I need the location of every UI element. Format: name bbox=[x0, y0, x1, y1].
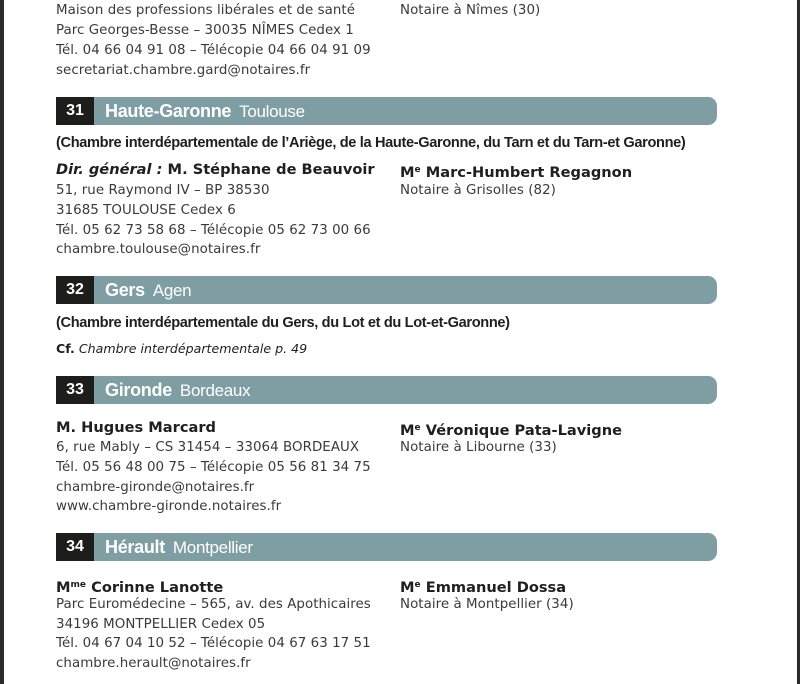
department-name: Gers bbox=[105, 280, 145, 300]
address-line: Parc Euromédecine – 565, av. des Apothicaires bbox=[56, 597, 371, 612]
cf-prefix: Cf. bbox=[56, 341, 75, 356]
department-title bbox=[105, 276, 191, 304]
department-city: Montpellier bbox=[172, 538, 253, 557]
honorific-sup: me bbox=[70, 580, 87, 590]
department-city: Bordeaux bbox=[179, 381, 251, 400]
department-number: 31 bbox=[56, 97, 94, 125]
honorific-sup: e bbox=[414, 580, 421, 590]
address-line: 6, rue Mably – CS 31454 – 33064 BORDEAUX bbox=[56, 440, 360, 455]
email-link[interactable]: chambre.toulouse@notaires.fr bbox=[56, 242, 261, 257]
notaire-name bbox=[400, 160, 632, 183]
chambre-note: (Chambre interdépartementale du Gers, du Lot et du Lot-et-Garonne) bbox=[56, 315, 510, 331]
phone-line: Tél. 05 56 48 00 75 – Télécopie 05 56 81 34 75 bbox=[56, 460, 371, 475]
department-title bbox=[105, 533, 253, 561]
director-person: M. Stéphane de Beauvoir bbox=[167, 161, 375, 178]
gard-address-line: Maison des professions libérales et de santé bbox=[56, 3, 355, 18]
section-header-gers bbox=[56, 276, 717, 304]
page-border-left bbox=[0, 0, 4, 684]
notaire-location: Notaire à Montpellier (34) bbox=[400, 597, 574, 612]
email-link[interactable]: chambre-gironde@notaires.fr bbox=[56, 480, 255, 495]
gard-address-line: Parc Georges-Besse – 30035 NÎMES Cedex 1 bbox=[56, 23, 354, 38]
director-title: Dir. général : bbox=[56, 161, 163, 178]
department-number: 34 bbox=[56, 533, 94, 561]
notaire-person: Véronique Pata-Lavigne bbox=[425, 422, 622, 439]
department-name: Haute-Garonne bbox=[105, 101, 232, 121]
email-link[interactable]: chambre.herault@notaires.fr bbox=[56, 656, 251, 671]
department-city: Toulouse bbox=[239, 102, 305, 121]
website-link[interactable]: www.chambre-gironde.notaires.fr bbox=[56, 499, 282, 514]
gard-phone-line: Tél. 04 66 04 91 08 – Télécopie 04 66 04 91 09 bbox=[56, 43, 371, 58]
honorific: M bbox=[56, 579, 71, 596]
president-name: M. Hugues Marcard bbox=[56, 419, 216, 436]
address-line: 34196 MONTPELLIER Cedex 05 bbox=[56, 617, 266, 632]
honorific: M bbox=[400, 579, 415, 596]
honorific-sup: e bbox=[414, 423, 421, 433]
cf-text: Chambre interdépartementale p. 49 bbox=[78, 341, 308, 356]
notaire-location: Notaire à Libourne (33) bbox=[400, 440, 557, 455]
gard-email[interactable]: secretariat.chambre.gard@notaires.fr bbox=[56, 63, 311, 78]
department-name: Hérault bbox=[105, 537, 165, 557]
phone-line: Tél. 04 67 04 10 52 – Télécopie 04 67 63 17 51 bbox=[56, 636, 371, 651]
section-header-herault bbox=[56, 533, 717, 561]
section-header-gironde bbox=[56, 376, 717, 404]
notaire-location: Notaire à Grisolles (82) bbox=[400, 183, 556, 198]
honorific: M bbox=[400, 164, 415, 181]
department-title bbox=[105, 376, 250, 404]
section-header-haute-garonne bbox=[56, 97, 717, 125]
gard-notaire-location: Notaire à Nîmes (30) bbox=[400, 3, 541, 18]
notaire-person: Marc-Humbert Regagnon bbox=[425, 164, 633, 181]
director-name bbox=[56, 160, 375, 180]
cross-reference bbox=[56, 339, 307, 359]
address-line: 51, rue Raymond IV – BP 38530 bbox=[56, 183, 270, 198]
honorific-sup: e bbox=[414, 165, 421, 175]
president-person: Corinne Lanotte bbox=[91, 579, 224, 596]
phone-line: Tél. 05 62 73 58 68 – Télécopie 05 62 73 00 66 bbox=[56, 223, 371, 238]
department-name: Gironde bbox=[105, 380, 172, 400]
department-number: 32 bbox=[56, 276, 94, 304]
department-title bbox=[105, 97, 305, 125]
department-number: 33 bbox=[56, 376, 94, 404]
honorific: M bbox=[400, 422, 415, 439]
notaire-person: Emmanuel Dossa bbox=[425, 579, 567, 596]
chambre-note: (Chambre interdépartementale de l’Ariège, de la Haute-Garonne, du Tarn et du Tarn-et Garonne) bbox=[56, 135, 686, 151]
address-line: 31685 TOULOUSE Cedex 6 bbox=[56, 203, 236, 218]
department-city: Agen bbox=[152, 281, 192, 300]
